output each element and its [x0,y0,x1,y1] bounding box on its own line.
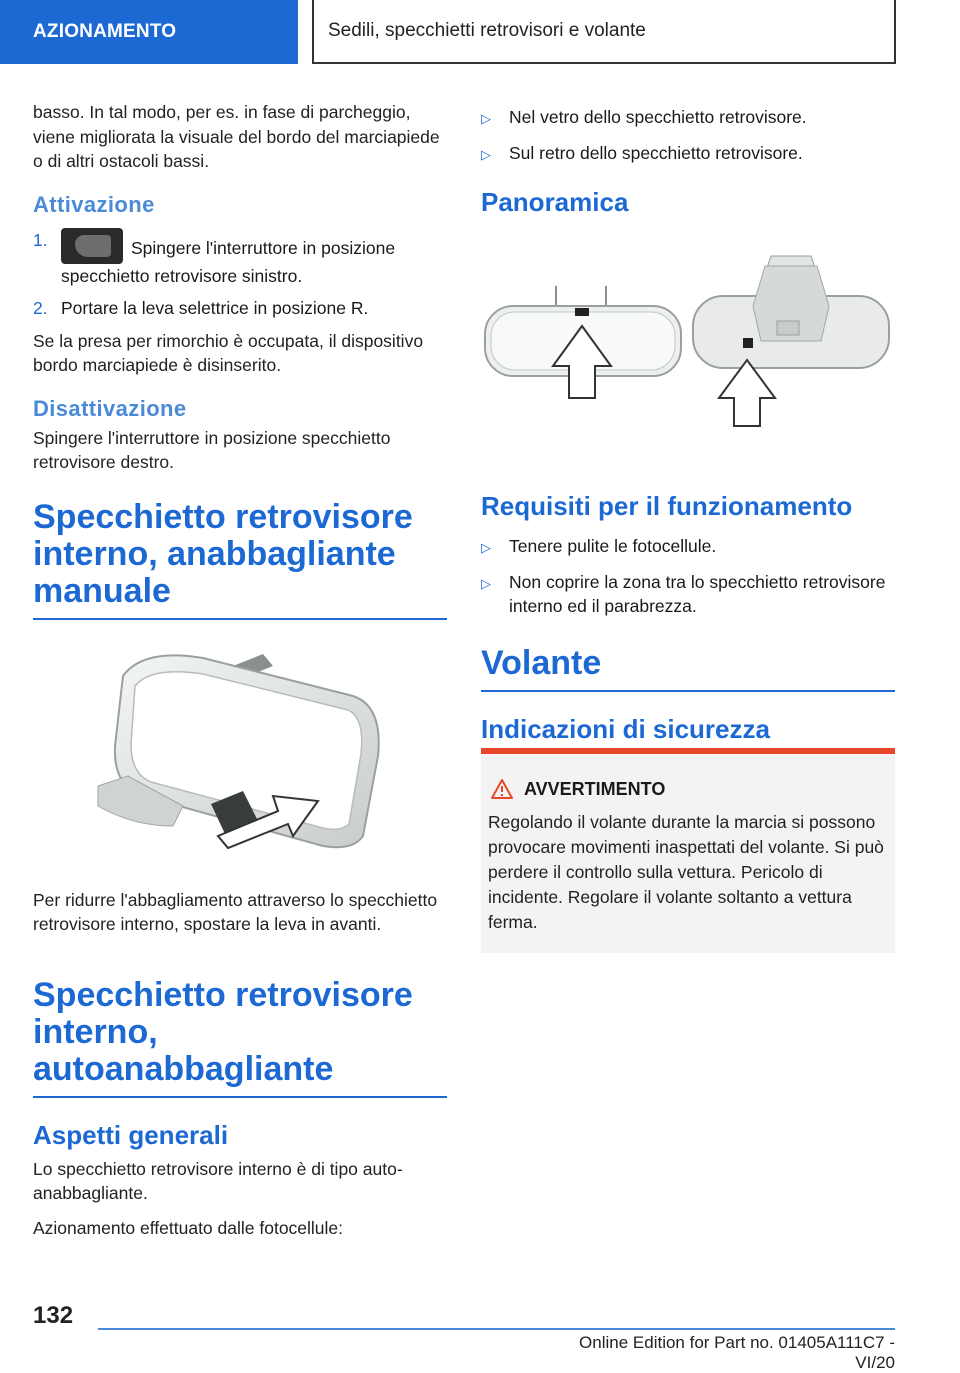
activation-step-1 [33,228,447,289]
activation-heading: Attivazione [33,191,155,217]
general-text-1: Lo specchietto retrovisore interno è di tipo autoanabbagliante. [33,1158,403,1203]
step-text: Spingere l'interruttore in posizione specchietto retrovisore sinistro. [61,237,396,286]
deactivation-text: Spingere l'interruttore in posizione specchietto retrovisore destro. [33,427,391,472]
rearview-mirror-image [33,636,447,876]
chapter-tab [0,0,298,64]
steering-heading: Volante [481,645,895,692]
trailer-note: Se la presa per rimorchio è occupata, il dispositivo bordo marciapiede è disinserito. [33,330,424,375]
triangle-bullet-icon: ▷ [481,540,491,555]
triangle-bullet-icon: ▷ [481,111,491,126]
overview-illustration [481,226,895,481]
manual-mirror-heading: Specchietto retrovisore interno, anabbagliante manuale [33,499,447,620]
general-heading: Aspetti generali [33,1119,229,1150]
auto-mirror-heading: Specchietto retrovisore interno, autoanabbagliante [33,977,447,1098]
photocell-bullet: ▷ Sul retro dello specchietto retrovisore. [481,141,895,168]
requirement-bullet: ▷ Tenere pulite le fotocellule. [481,534,895,561]
section-header [312,0,896,64]
left-column [33,100,447,1250]
warning-box [481,748,895,953]
requirement-bullet: ▷ Non coprire la zona tra lo specchietto retrovisore interno ed il parabrezza. [481,570,895,619]
step-number: 1. [33,229,48,250]
footer-divider [98,1328,895,1330]
safety-heading: Indicazioni di sicurezza [481,713,770,744]
deactivation-heading: Disattivazione [33,395,187,421]
page-number: 132 [33,1302,74,1329]
warning-triangle-icon [490,778,514,800]
intro-paragraph: basso. In tal modo, per es. in fase di parcheggio, viene migliorata la visuale del bordo del marciapiede o di altri ostacoli bassi. [33,102,440,171]
chapter-title: AZIONAMENTO [33,21,177,42]
manual-mirror-text: Per ridurre l'abbagliamento attraverso lo specchietto retrovisore interno, spostare la leva in avanti. [33,889,438,934]
overview-heading: Panoramica [481,187,629,217]
photocell-bullet: ▷ Nel vetro dello specchietto retrovisore. [481,105,895,132]
step-number: 2. [33,298,48,318]
right-column [481,105,895,745]
mirror-switch-icon [61,228,123,264]
step-text: Portare la leva selettrice in posizione R. [61,298,369,318]
triangle-bullet-icon: ▷ [481,146,491,162]
section-title: Sedili, specchietti retrovisori e volante [328,20,646,41]
requirements-heading: Requisiti per il funzionamento [481,491,853,521]
photocell-locations-image [481,226,895,481]
general-text-2: Azionamento effettuato dalle fotocellule: [33,1217,344,1238]
edition-note: Online Edition for Part no. 01405A111C7 - VI/20 [579,1333,895,1372]
manual-mirror-illustration [33,636,447,876]
activation-step-2 [33,296,447,321]
warning-title: AVVERTIMENTO [488,778,888,800]
triangle-bullet-icon: ▷ [481,575,491,591]
warning-text: Regolando il volante durante la marcia si possono provocare movimenti inaspettati del volante. Si può perdere il controllo sulla vettura. Pericolo di incidente. Regolare il volante soltanto a vettura ferma. [488,812,884,932]
